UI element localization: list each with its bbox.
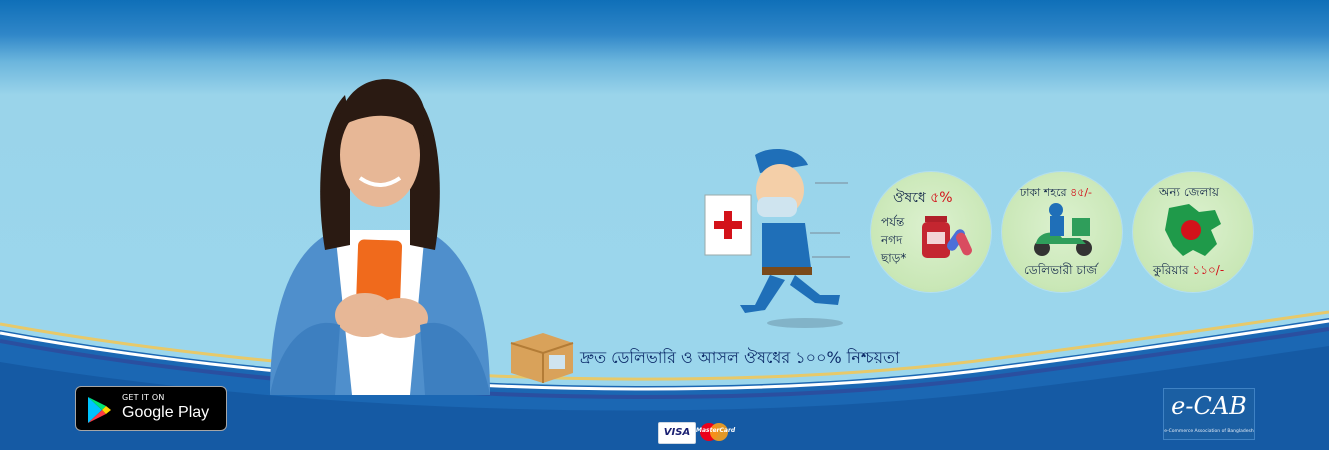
offer-dhaka-top: ঢাকা শহরে ৪৫/- [1020,186,1093,199]
ecab-logo-text: e-CAB [1171,392,1247,420]
offer-courier-circle [1133,172,1253,292]
google-play-large-label: Google Play [122,404,210,421]
tagline-text: দ্রুত ডেলিভারি ও আসল ঔষধের ১০০% নিশ্চয়তা [580,348,900,367]
offer-discount-circle [871,172,991,292]
ecab-caption: e-Commerce Association of Bangladesh [1164,429,1254,434]
offer-courier-bottom: কুরিয়ার ১১০/- [1153,263,1225,277]
parcel-box-icon [505,325,577,385]
offer-courier-top: অন্য জেলায় [1159,185,1219,199]
google-play-icon [86,396,112,424]
offer-discount-line4: ছাড়* [881,251,907,265]
visa-logo: VISA [658,422,696,444]
courier-illustration [700,145,860,330]
google-play-small-label: GET IT ON [122,393,165,402]
bangladesh-map-icon [1159,200,1227,260]
woman-with-phone-illustration [260,60,500,395]
offer-dhaka-bottom: ডেলিভারী চার্জ [1024,263,1098,277]
mastercard-label: MasterCard [696,427,736,434]
ecab-logo[interactable] [1163,388,1255,440]
mastercard-logo [696,422,736,442]
medicine-bottle-icon [919,206,975,262]
offer-discount-line2: পর্যন্ত [881,215,905,229]
offer-discount-line1: ঔষধে ৫% [893,190,953,206]
google-play-button[interactable] [75,386,227,431]
scooter-delivery-icon [1028,200,1098,258]
offer-discount-line3: নগদ [881,233,903,247]
offer-dhaka-delivery-circle [1002,172,1122,292]
